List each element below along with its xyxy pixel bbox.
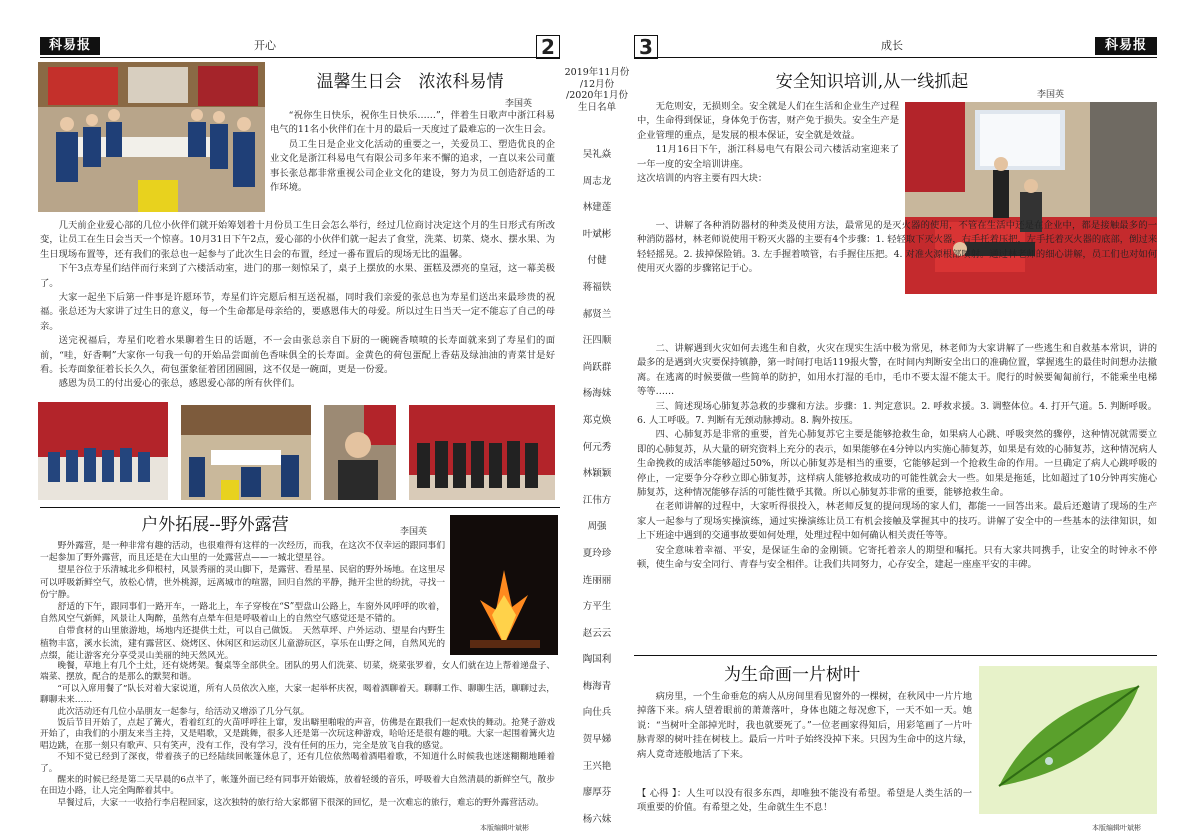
birthday-name: 廖厚芬 (582, 787, 612, 799)
birthday-name: 吴礼焱 (582, 149, 612, 160)
birthday-paragraph: 大家一起坐下后第一件事是许愿环节，寿星们许完愿后相互送祝福，同时我们亲爱的张总也为寿星们送出来最珍贵的祝福。张总还为大家讲了过生日的意义，每一个生命都是母亲给的，要感恩伟大的母爱。所以过生日当天一定不能忘了自己的母亲。 (40, 292, 555, 332)
outdoor-paragraph: 舒适的下午，跟同事们一路开车，一路北上，车子穿梭在“S”型盘山公路上，车窗外风呼呼的吹着，自然风空气新鲜，风景让人陶醉，虽然有点晕车但是呼吸着山上的自然空气感觉还是不错的。 (40, 602, 445, 625)
birthday-paragraph: 下午3点寿星们结伴而行来到了六楼活动室，进门的那一刻惊呆了，桌子上摆放的水果、蛋糕及漂亮的皇冠，这一幕美极了。 (40, 263, 555, 289)
outdoor-article-title: 户外拓展--野外露营 (141, 515, 289, 535)
safety-paragraph: 这次培训的内容主要有四大块： (637, 173, 768, 185)
outdoor-paragraph: 晚餐，草地上有几个土灶，还有烧烤架。餐桌等全部供全。团队的男人们洗菜、切菜，烧菜张罗着，女人们就在边上帮着递盘子、端菜、摆放，配合的是那么的默契和谐。 (40, 661, 555, 683)
right-footer-editor: 本版编辑叶斌彬 (1092, 824, 1141, 832)
birthday-name: 王兴艳 (582, 760, 612, 772)
birthday-name: 何元秀 (582, 441, 612, 453)
birthday-photo-2 (181, 405, 311, 500)
birthday-text-right (270, 109, 555, 195)
birthday-name-list (562, 142, 632, 833)
birthday-name: 付健 (587, 255, 607, 267)
green-leaf-photo (979, 666, 1157, 814)
outdoor-paragraph: 饭后节目开始了，点起了篝火，看着红红的火苗呼呼往上窜，发出噼里啪啦的声音，仿佛是在跟我们一起欢快的舞动。抢凳子游戏开始了，由我们的小朋友来当主持，又是唱歌，又是跳舞，很多人还是第一次玩这种游戏，哈哈还是很有趣的哦。大家一起围着篝火边唱边跳，在那一刻只有歌声、只有笑声，没有工作，没有学习，没有任何的压力，完全是放飞自我的感觉。 (40, 718, 555, 751)
birthday-name: 周志龙 (582, 175, 612, 187)
outdoor-paragraph: 不知不觉已经到了深夜，带着孩子的已经陆续回帐篷休息了，还有几位依然喝着酒唱着歌，不知道什么时候我也迷迷糊糊地睡着了。 (40, 752, 555, 774)
birthday-name: 杨六妹 (582, 813, 612, 825)
birthday-name: 郝贤兰 (582, 308, 612, 320)
birthday-name: 方平生 (582, 601, 612, 613)
safety-text-full (637, 342, 1157, 573)
outdoor-author: 李国英 (400, 527, 428, 537)
outdoor-paragraph: 自带食材的山里旅游地，场地内还提供土灶，可以自己做饭。 天然草坪、户外运动、望星台内野生植物丰富，溪水长流，建有露营区、烧烤区、休闲区和运动区儿童游玩区，享乐在山野之间，自然风光的点缀，能让游客充分享受灵山美丽的纯天然风光。 (40, 626, 445, 661)
tree-insight-text: 【 心得 】：人生可以没有很多东西，却唯独不能没有希望。希望是人类生活的一项重要的价值。有希望之处，生命就生生不息！ (637, 788, 972, 814)
birthday-photo-1 (38, 402, 168, 500)
birthday-text-full (40, 219, 555, 392)
safety-article-title: 安全知识培训,从一线抓起 (775, 72, 969, 92)
outdoor-text-narrow (40, 540, 445, 662)
birthday-name: 连丽丽 (582, 574, 612, 586)
safety-paragraph: 安全意味着幸福、平安，是保证生命的金刚锁。它寄托着亲人的期望和嘱托。只有大家共同携手，让安全的时钟永不停顿，使生命与安全同行、青春与安全相伴。让我们共同努力，心存安全，建起一座座平安的丰碑。 (637, 544, 1157, 571)
birthday-name: 梅海青 (582, 680, 612, 692)
birthday-photo-4 (409, 405, 555, 500)
outdoor-paragraph: 醒来的时候已经是第二天早晨的6点半了，帐篷外面已经有同事开始锻炼，放着轻缓的音乐，呼吸着大自然清晨的新鲜空气，散步在田边小路，让人完全陶醉着其中。 (40, 775, 555, 797)
outdoor-paragraph: “可以入席用餐了”队长对着大家说道，所有人员依次入座，大家一起举杯庆祝，喝着酒聊着天。聊聊工作、聊聊生活，聊聊过去，聊聊未来…… (40, 683, 555, 706)
right-header-rule (634, 57, 1157, 58)
safety-text-step1 (637, 219, 1157, 277)
right-masthead: 科易报 (1095, 37, 1157, 55)
outdoor-text-full (40, 661, 555, 809)
birthday-name: 夏玲珍 (582, 547, 612, 559)
tree-paragraph: 病房里，一个生命垂危的病人从房间里看见窗外的一棵树，在秋风中一片片地掉落下来。病人望着眼前的萧萧落叶，身体也随之每况愈下，一天不如一天。她说：“当树叶全部掉光时，我也就要死了。”一位老画家得知后，用彩笔画了一片叶脉青翠的树叶挂在树枝上。最后一片叶子始终没掉下来。只因为生命中的这片绿，病人竟奇迹般地活了下来。 (637, 691, 972, 760)
safety-paragraph: 二、讲解遇到火灾如何去逃生和自救，火灾在现实生活中极为常见，林老师为大家讲解了一些逃生和自救基本常识，讲的最多的是遇到火灾要保持镇静，第一时间打电话119报火警，在时间内判断安全出口的准确位置，掌握逃生的最佳时间想办法撤离。在逃离的时候要做一些简单的防护，如用水打湿的毛巾，毛巾不要太湿不能太干。爬行的时候要匍匐前行，不能乘坐电梯等等…… (637, 343, 1157, 398)
birthday-name: 陶国利 (582, 654, 612, 666)
campfire-photo (450, 515, 558, 655)
birthday-name: 向仕兵 (582, 707, 612, 719)
birthday-name: 贺早娣 (582, 734, 612, 746)
safety-text-narrow (637, 100, 899, 186)
birthday-name: 叶斌彬 (582, 228, 612, 240)
right-page (632, 0, 1200, 832)
right-section-name: 成长 (881, 39, 903, 52)
left-section-divider (40, 507, 560, 508)
birthday-author: 李国英 (505, 99, 533, 109)
safety-paragraph: 三、简述现场心肺复苏急救的步骤和方法。步骤：1. 判定意识。2. 呼救求援。3. 调整体位。4. 打开气道。5. 判断呼吸。6. 人工呼吸。7. 判断有无颈动脉搏动。8. 胸外按压。 (637, 400, 1157, 427)
birthday-name: 林建莲 (582, 202, 612, 214)
left-section-name: 开心 (254, 39, 276, 52)
tree-article-title: 为生命画一片树叶 (724, 665, 860, 685)
safety-paragraph: 11月16日下午，浙江科易电气有限公司六楼活动室迎来了一年一度的安全培训讲座。 (637, 144, 899, 170)
birthday-photo-3 (324, 405, 396, 500)
birthday-name: 郑克焕 (582, 414, 612, 426)
birthday-name: 江伟方 (582, 494, 612, 506)
safety-author: 李国英 (1037, 90, 1065, 100)
safety-paragraph: 在老师讲解的过程中，大家听得很投入，林老师反复的提问现场的家人们，都能一一回答出来。最后还邀请了现场的生产家人一起参与了现场实操演练，通过实操演练让员工有机会接触及掌握其中的技巧。讲解了安全中的一些基本的法律知识，如上下班途中遇到的交通事故要如何处理，处理过程中如何确认相关责任等等。 (637, 501, 1157, 542)
birthday-name: 赵云云 (582, 627, 612, 639)
birthday-paragraph: “祝你生日快乐，祝你生日快乐……”，伴着生日歌声中浙江科易电气的11名小伙伴们在十月的最后一天度过了最难忘的一次生日会。 (270, 110, 555, 136)
left-page-number: 2 (536, 35, 560, 59)
right-page-number: 3 (634, 35, 658, 59)
safety-paragraph: 无危则安，无损则全。安全就是人们在生活和企业生产过程中，生命得到保证，身体免于伤害，财产免于损失。安全生产是企业管理的重点，是发展的根本保证，安全就是效益。 (637, 101, 899, 141)
birthday-party-photo (38, 62, 265, 212)
left-masthead: 科易报 (40, 37, 100, 55)
tree-insight (637, 787, 972, 816)
birthday-name: 尚跃群 (582, 361, 612, 373)
outdoor-paragraph: 此次活动还有几位小品朋友一起参与，给活动又增添了几分气氛。 (57, 706, 310, 717)
birthday-name: 蒋福铁 (582, 281, 612, 293)
birthday-name: 汪四顺 (582, 335, 612, 347)
safety-paragraph: 一、讲解了各种消防器材的种类及使用方法，最常见的是灭火器的使用，不管在生活中还是在企业中，都是接触最多的一种消防器材，林老师说使用干粉灭火器的主要有4个步骤：1. 轻轻取下灭火器，右手托着压把，左手托着灭火器的底部，倒过来轻轻摇晃。2. 拔掉保险销。3. 左手握着喷管，右手握住压把。4. 对准火源根部喷射。通过林老师的细心讲解，员工们也对如何使用灭火器的步骤铭记于心。 (637, 220, 1157, 275)
birthday-list-heading: 2019年11月份 /12月份 /2020年1月份 生日名单 (564, 67, 630, 113)
right-section-divider (634, 655, 1157, 656)
birthday-paragraph: 感恩为员工的付出爱心的张总，感恩爱心部的所有伙伴们。 (58, 378, 301, 390)
outdoor-paragraph: 望星谷位于乐清城北乡仰根村，风景秀丽的灵山脚下，是露营、看星星、民宿的野外场地。在这里尽可以呼吸新鲜空气，放松心情，世外桃源，远离城市的喧嚣，回归自然的平静，抛开尘世的纷扰，寻找一份宁静。 (40, 565, 445, 600)
birthday-name: 杨海妹 (582, 388, 612, 400)
outdoor-paragraph: 野外露营，是一种非常有趣的活动，也很难得有这样的一次经历，而我，在这次不仅幸运的跟同事们一起参加了野外露营，而且还是在大山里的一处露营点——一城北望星谷。 (40, 541, 445, 564)
birthday-name: 林颖颖 (582, 468, 612, 480)
birthday-name: 周强 (587, 521, 607, 533)
left-page (0, 0, 560, 832)
left-header-rule (40, 57, 560, 58)
birthday-article-title: 温馨生日会 浓浓科易情 (316, 72, 504, 92)
birthday-paragraph: 送完祝福后，寿星们吃着水果聊着生日的话题，不一会由张总亲自下厨的一碗碗香喷喷的长寿面就来到了寿星们的面前，“哇，好香啊”大家你一句我一句的开始品尝面前色香味俱全的长寿面。金黄色的荷包蛋配上香菇及绿油油的青菜甘是好看。长寿面象征着长长久久，荷包蛋象征着团团圆圆，这不仅是一碗面，更是一份爱。 (40, 335, 555, 376)
birthday-list-column (562, 60, 632, 830)
tree-text (637, 690, 972, 762)
safety-paragraph: 四、心肺复苏是非常的重要，首先心肺复苏它主要是能够抢救生命，如果病人心跳、呼吸突然的骤停，这种情况就需要立即的心肺复苏，从大量的研究资料上充分的表示，如果能够在4分钟以内实施心肺复苏，如果是有效的心肺复苏，这种情况病人生命挽救的成活率能够超过50%，所以心肺复苏是相当的重要，它能够起到一个抢救生命的作用。一旦确定了病人心跳呼吸的停止，一定要争分夺秒立即心肺复苏，这样病人能够抢救成功的可能性就会大一些。如果是拖延，比如超过了10分钟再实施心肺复苏，这种情况能够存活的可能性微乎其微。所以心肺复苏非常的重要，能够抢救生命。 (637, 429, 1157, 499)
left-footer-editor: 本版编辑叶斌彬 (480, 824, 529, 832)
birthday-paragraph: 员工生日是企业文化活动的重要之一，关爱员工、塑造优良的企业文化是浙江科易电气有限公司多年来不懈的追求，一直以来公司董事长张总都非常重视公司企业文化的建设，努力为员工创造舒适的工作环境。 (270, 138, 555, 194)
outdoor-paragraph: 早餐过后，大家一一收拾行李启程回家，这次独特的旅行给大家都留下很深的回忆，是一次难忘的旅行，难忘的野外露营活动。 (57, 797, 544, 808)
birthday-paragraph: 几天前企业爱心部的几位小伙伴们就开始筹划着十月份员工生日会怎么举行，经过几位商讨决定这个月的生日形式有所改变，让员工在生日会当天一个惊喜。10月31日下午2点，爱心部的小伙伴们就一起去了食堂，洗菜、切菜、烧水、摆水果、为生日现场布置等，还有我们的张总也一起参与了此次生日会的布置，经过一番布置后的现场无比的温馨。 (40, 220, 555, 260)
